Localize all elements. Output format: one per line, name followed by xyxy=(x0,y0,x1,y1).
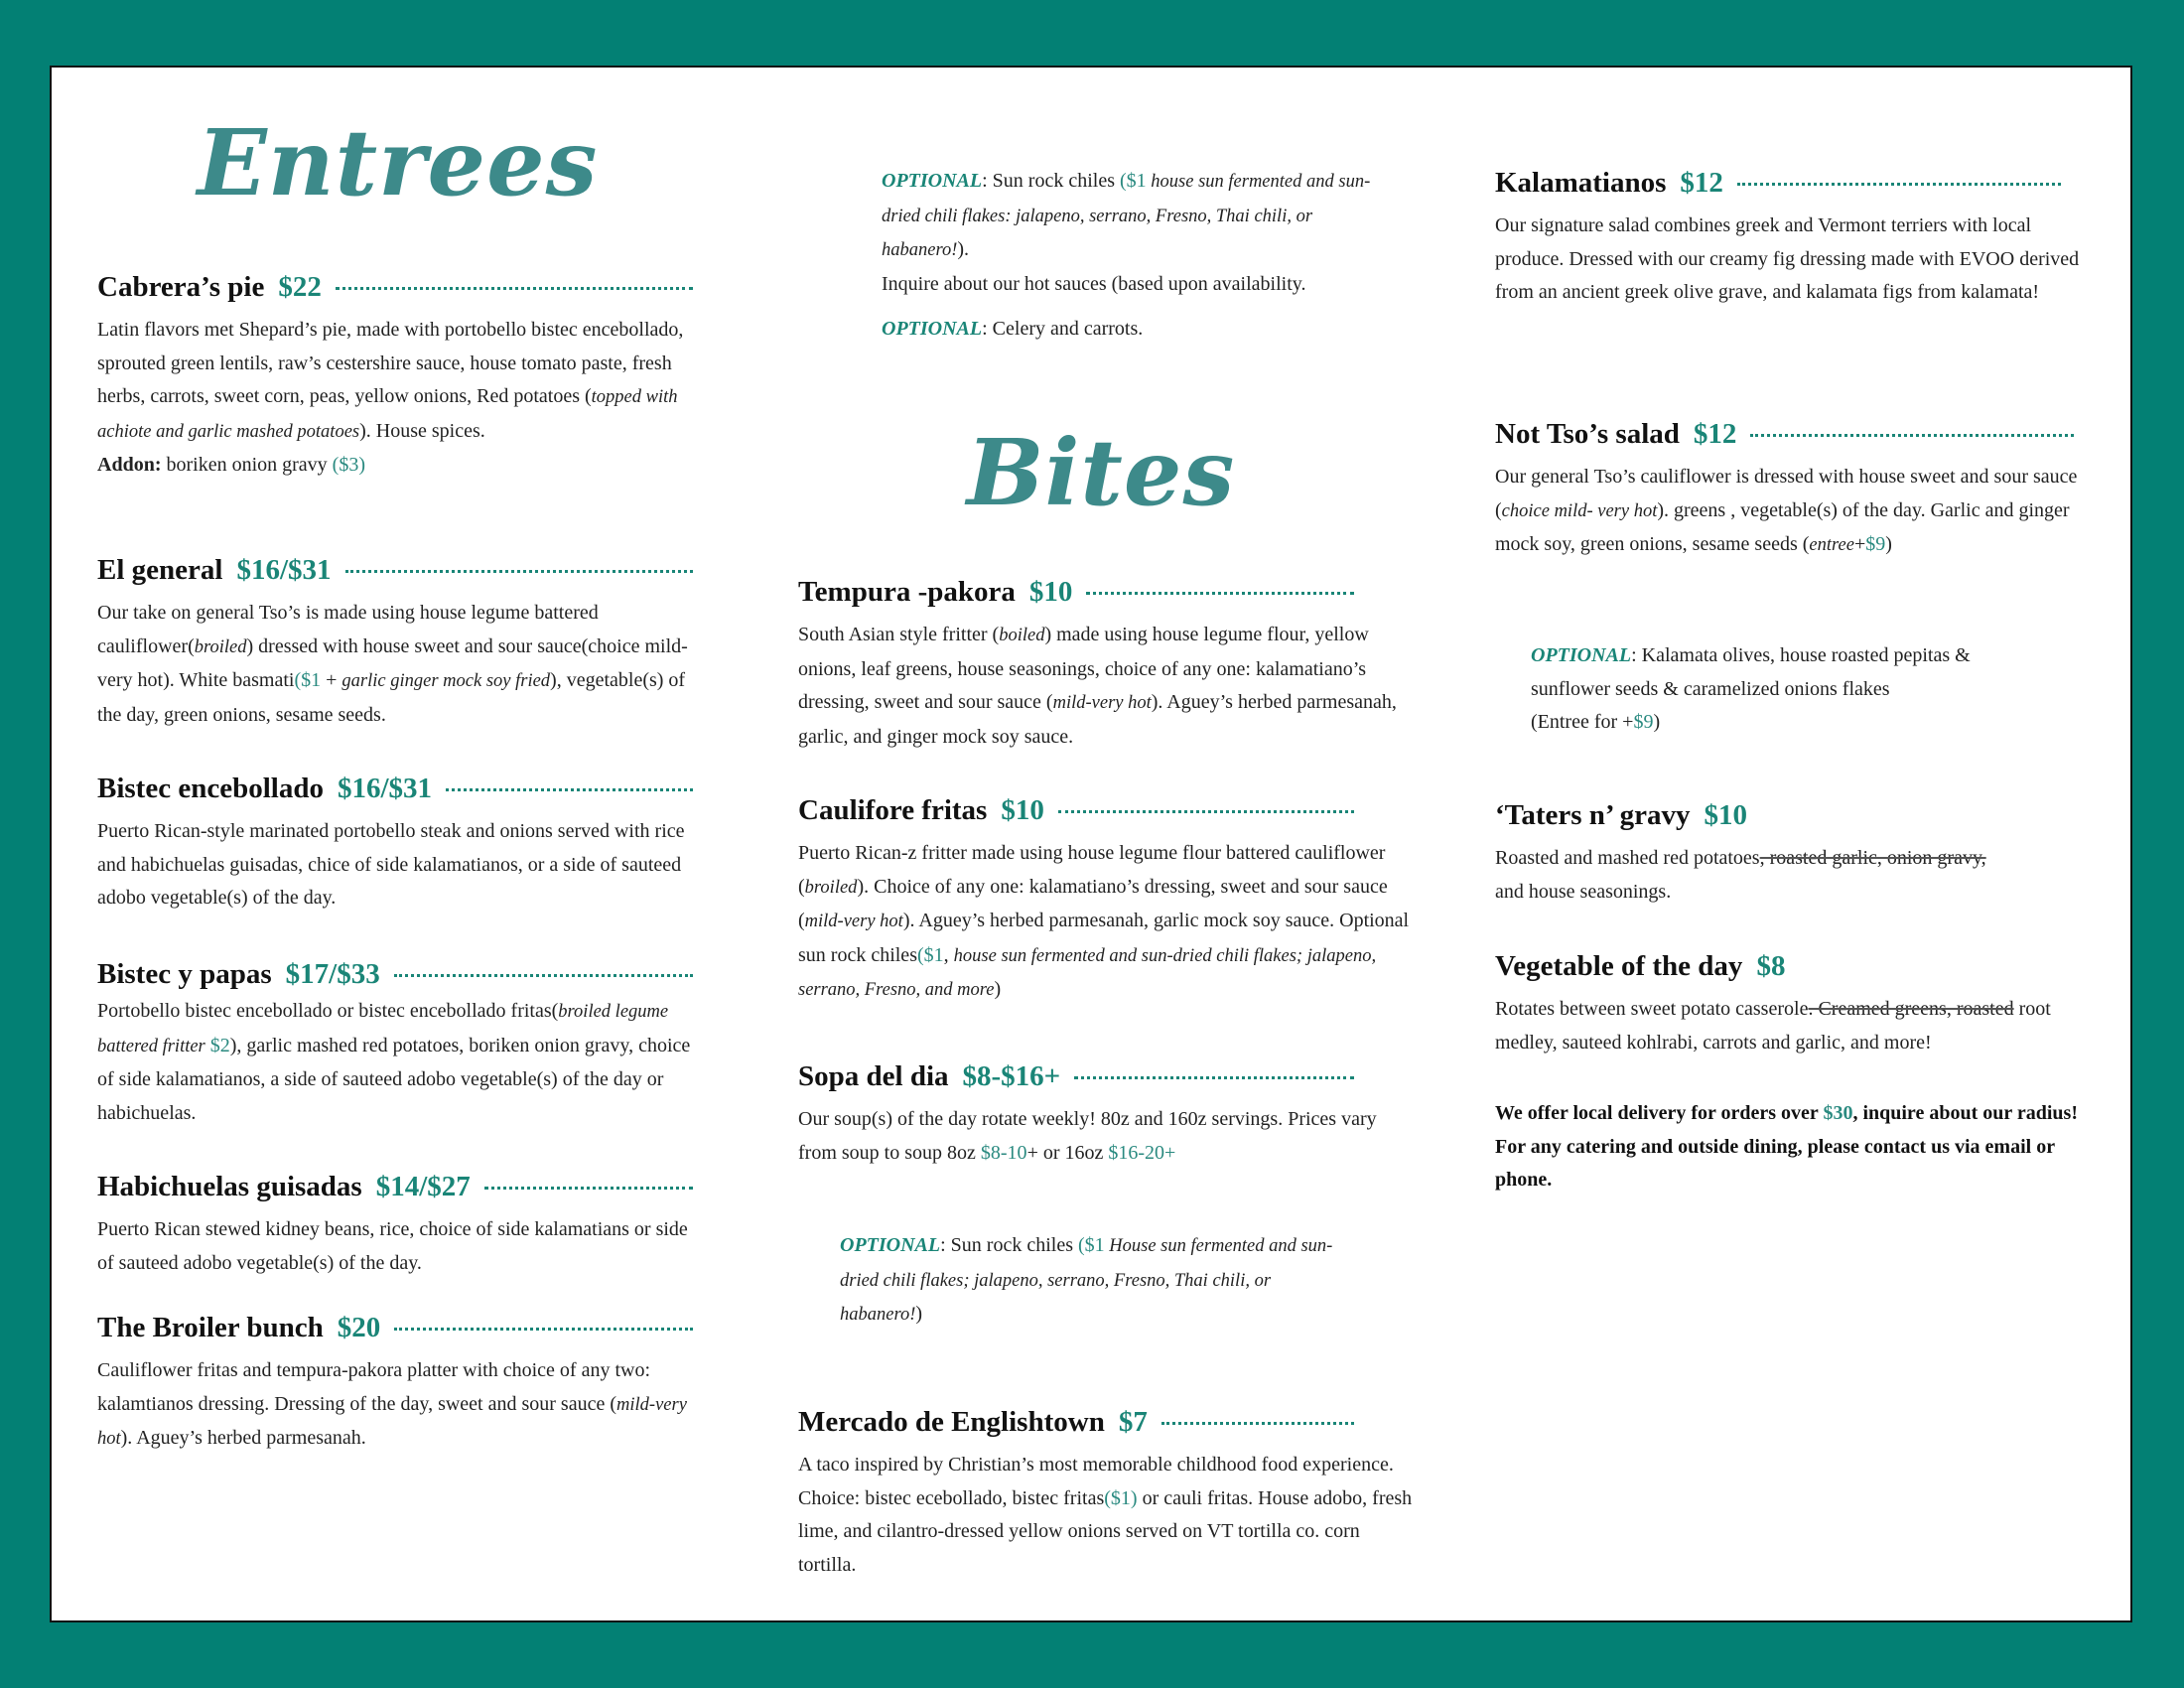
item-name: ‘Taters n’ gravy xyxy=(1495,799,1691,831)
menu-item-caulifore-fritas xyxy=(798,794,1433,1008)
entrees-heading: Entrees xyxy=(197,109,599,216)
item-description: Portobello bistec encebollado or bistec encebollado fritas(broiled legume battered fritter $2), garlic mashed red potatoes, boriken onion gravy, choice of side kalamatianos, a side of sauteed adobo vegetable(s) of the day or habichuelas. xyxy=(97,1000,691,1124)
menu-sheet xyxy=(50,66,2132,1622)
item-name: Vegetable of the day xyxy=(1495,950,1743,982)
item-price: $12 xyxy=(1693,418,1737,450)
bites-heading: Bites xyxy=(966,419,1236,526)
dotted-leader xyxy=(484,1187,693,1190)
item-description: South Asian style fritter (boiled) made using house legume flour, yellow onions, leaf greens, house seasonings, choice of any one: kalamatiano’s dressing, sweet and sour sauce (mild-very hot). Aguey’s herbed parmesanah, garlic, and ginger mock soy sauce. xyxy=(798,624,1397,748)
dotted-leader xyxy=(394,1328,693,1331)
item-price: $10 xyxy=(1028,576,1073,608)
dotted-leader xyxy=(394,974,693,977)
delivery-catering-note: We offer local delivery for orders over $30, inquire about our radius! For any catering and outside dining, please contact us via email or phone. xyxy=(1495,1102,2078,1191)
dotted-leader xyxy=(1086,592,1354,595)
menu-item-sopa-del-dia xyxy=(798,1060,1433,1170)
item-description: Puerto Rican-z fritter made using house legume flour battered cauliflower (broiled). Choice of any one: kalamatiano’s dressing, sweet and sour sauce (mild-very hot). Aguey’s herbed parmesanah, garlic mock soy sauce. Optional sun rock chiles($1, house sun fermented and sun-dried chili flakes; jalapeno, serrano, Fresno, and more) xyxy=(798,842,1410,1000)
item-description: Our take on general Tso’s is made using house legume battered cauliflower(broiled) dressed with house sweet and sour sauce(choice mild-very hot). White basmati($1 + garlic ginger mock soy fried), vegetable(s) of the day, green onions, sesame seeds. xyxy=(97,602,688,726)
item-description: A taco inspired by Christian’s most memorable childhood food experience. Choice: bistec ecebollado, bistec fritas($1) or cauli fritas. House adobo, fresh lime, and cilantro-dressed yellow onions served on VT tortilla co. corn tortilla. xyxy=(798,1454,1413,1576)
item-name: Bistec encebollado xyxy=(97,773,324,804)
item-price: $12 xyxy=(1680,167,1723,199)
menu-item-taters-n-gravy xyxy=(1495,799,2101,909)
item-price: $16/$31 xyxy=(337,773,433,804)
item-description: Puerto Rican stewed kidney beans, rice, choice of side kalamatians or side of sauteed adobo vegetable(s) of the day. xyxy=(97,1218,688,1274)
dotted-leader xyxy=(345,570,693,573)
menu-item-el-general xyxy=(97,554,698,732)
menu-item-not-tsos-salad xyxy=(1495,418,2101,563)
item-description: Cauliflower fritas and tempura-pakora platter with choice of any two: kalamtianos dressing. Dressing of the day, sweet and sour sauce (mild-very hot). Aguey’s herbed parmesanah. xyxy=(97,1359,687,1449)
menu-item-vegetable-of-the-day xyxy=(1495,950,2101,1059)
item-name: Caulifore fritas xyxy=(798,794,988,826)
item-price: $7 xyxy=(1118,1406,1148,1438)
optional-celery-carrots: OPTIONAL: Celery and carrots. xyxy=(882,318,1144,340)
item-name: Habichuelas guisadas xyxy=(97,1171,362,1202)
item-price: $14/$27 xyxy=(375,1171,471,1202)
item-price: $16/$31 xyxy=(236,554,332,586)
item-name: Not Tso’s salad xyxy=(1495,418,1680,450)
item-name: El general xyxy=(97,554,223,586)
item-name: Tempura -pakora xyxy=(798,576,1016,608)
optional-sopa-chiles: OPTIONAL: Sun rock chiles ($1 House sun fermented and sun-dried chili flakes; jalapeno, serrano, Fresno, Thai chili, or habanero!) xyxy=(840,1234,1333,1325)
item-description: Our signature salad combines greek and Vermont terriers with local produce. Dressed with our creamy fig dressing made with EVOO derived from an ancient greek olive grave, and kalamata figs from kalamata! xyxy=(1495,214,2080,303)
dotted-leader xyxy=(1074,1076,1354,1079)
item-description: Roasted and mashed red potatoes, roasted garlic, onion gravy, and house seasonings. xyxy=(1495,847,1986,903)
menu-item-habichuelas-guisadas xyxy=(97,1171,698,1280)
item-price: $8-$16+ xyxy=(962,1060,1061,1092)
menu-item-broiler-bunch xyxy=(97,1312,698,1457)
item-description: Latin flavors met Shepard’s pie, made with portobello bistec encebollado, sprouted green lentils, raw’s cestershire sauce, house tomato paste, fresh herbs, carrots, sweet corn, peas, yellow onions, Red potatoes (topped with achiote and garlic mashed potatoes). House spices. Addon: boriken onion gravy ($3) xyxy=(97,319,684,476)
menu-item-kalamatianos xyxy=(1495,167,2101,310)
dotted-leader xyxy=(446,788,693,791)
item-description: Our general Tso’s cauliflower is dressed with house sweet and sour sauce (choice mild- very hot). greens , vegetable(s) of the day. Garlic and ginger mock soy, green onions, sesame seeds (entree+$9) xyxy=(1495,466,2078,555)
item-name: Sopa del dia xyxy=(798,1060,949,1092)
item-price: $22 xyxy=(278,271,322,303)
item-description: Our soup(s) of the day rotate weekly! 80z and 160z servings. Prices vary from soup to soup 8oz $8-10+ or 16oz $16-20+ xyxy=(798,1108,1377,1164)
menu-item-cabreras-pie xyxy=(97,271,767,483)
menu-item-bistec-encebollado xyxy=(97,773,698,915)
dotted-leader xyxy=(1737,183,2061,186)
item-price: $8 xyxy=(1756,950,1786,982)
item-description: Puerto Rican-style marinated portobello steak and onions served with rice and habichuelas guisadas, chice of side kalamatianos, or a side of sauteed adobo vegetable(s) of the day. xyxy=(97,820,685,909)
menu-item-bistec-y-papas xyxy=(97,958,698,1130)
item-name: Kalamatianos xyxy=(1495,167,1667,199)
optional-sun-rock-chiles: OPTIONAL: Sun rock chiles ($1 house sun fermented and sun-dried chili flakes: jalapeno, serrano, Fresno, Thai chili, or habanero!). Inquire about our hot sauces (based upon availability. xyxy=(882,170,1371,295)
item-name: Mercado de Englishtown xyxy=(798,1406,1105,1438)
item-name: Cabrera’s pie xyxy=(97,271,265,303)
item-price: $20 xyxy=(337,1312,381,1343)
optional-not-tsos-toppings: OPTIONAL: Kalamata olives, house roasted pepitas & sunflower seeds & caramelized onions flakes (Entree for +$9) xyxy=(1531,644,1971,733)
item-price: $17/$33 xyxy=(285,958,380,990)
dotted-leader xyxy=(1750,434,2074,437)
menu-item-mercado-de-englishtown xyxy=(798,1406,1433,1582)
dotted-leader xyxy=(1058,810,1354,813)
dotted-leader xyxy=(336,287,693,290)
item-price: $10 xyxy=(1001,794,1044,826)
item-name: Bistec y papas xyxy=(97,958,272,990)
item-name: The Broiler bunch xyxy=(97,1312,324,1343)
dotted-leader xyxy=(1161,1422,1354,1425)
item-price: $10 xyxy=(1704,799,1748,831)
menu-item-tempura-pakora xyxy=(798,576,1433,754)
item-description: Rotates between sweet potato casserole. Creamed greens, roasted root medley, sauteed kohlrabi, carrots and garlic, and more! xyxy=(1495,998,2051,1054)
